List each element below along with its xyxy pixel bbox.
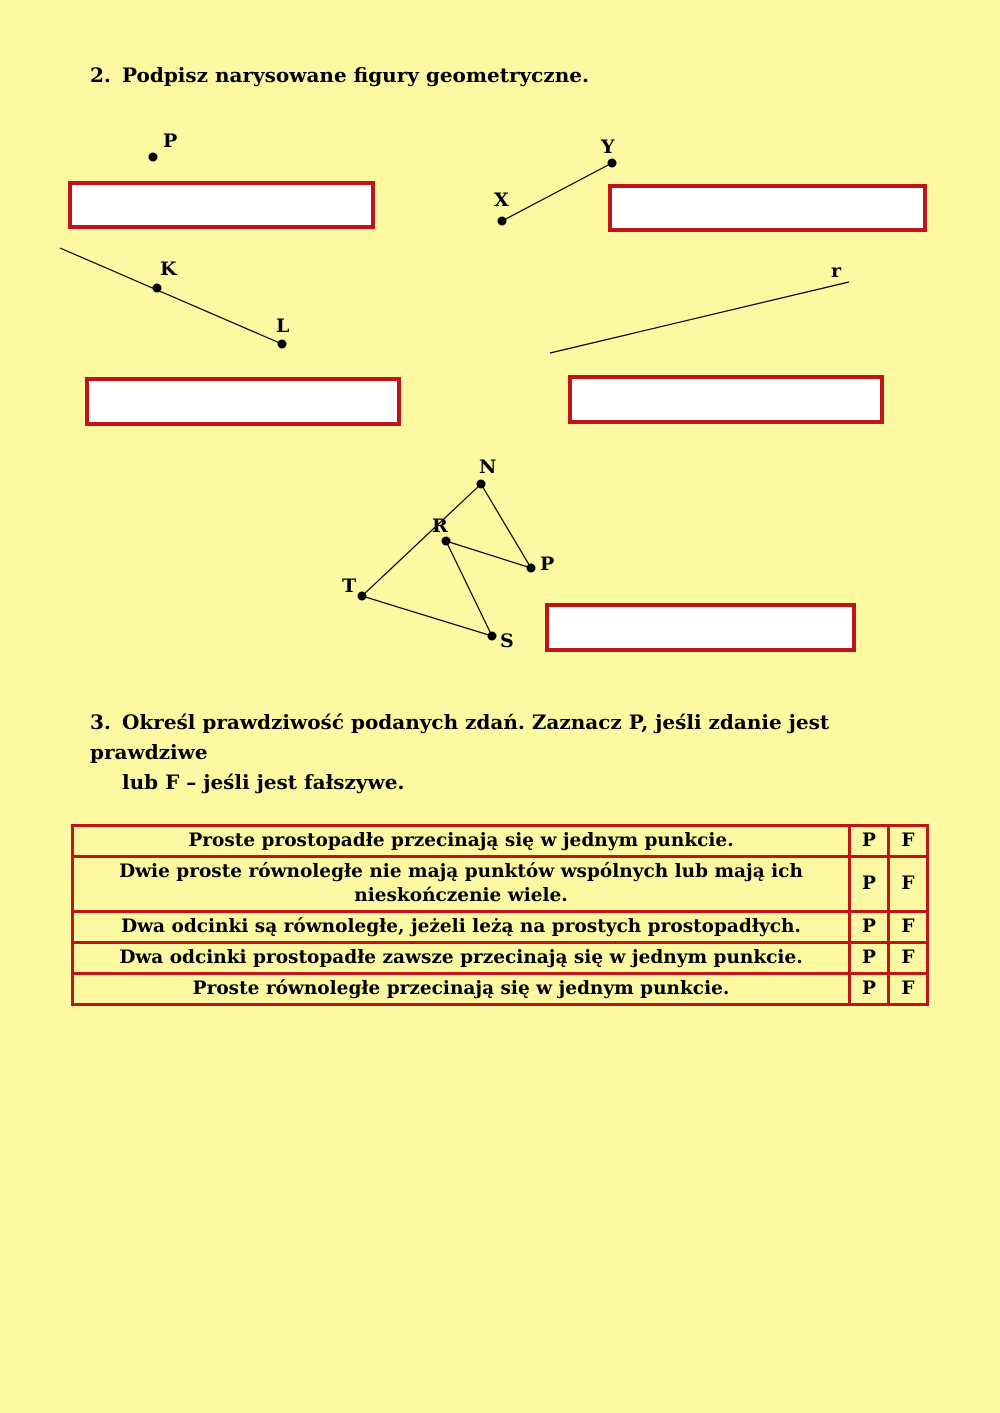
table-row [73,857,928,912]
false-option[interactable]: F [889,826,928,857]
task3-text-line2: lub F – jeśli jest fałszywe. [122,770,405,794]
figure-segment [494,136,617,226]
statement-text: Dwa odcinki są równoległe, jeżeli leżą na prostych prostopadłych. [73,912,850,943]
line-r [550,282,849,353]
broken-label-r: R [432,515,448,537]
segment-label-x: X [494,189,509,211]
broken-point-p [527,564,536,573]
broken-line-path [362,484,531,636]
truth-table [71,824,929,1006]
task2-number: 2. [90,63,111,87]
point-label: P [163,130,178,152]
answer-box-broken-line[interactable] [545,603,856,652]
broken-label-t: T [342,575,357,597]
table-row [73,826,928,857]
false-option[interactable]: F [889,974,928,1005]
ray-point-l [278,340,287,349]
broken-point-n [477,480,486,489]
table-row [73,943,928,974]
false-option[interactable]: F [889,857,928,912]
segment-line [502,163,612,221]
broken-point-t [358,592,367,601]
answer-box-ray[interactable] [85,377,401,426]
figure-point [149,130,178,162]
ray-label-k: K [160,258,177,280]
segment-end-x [498,217,507,226]
statement-text: Proste równoległe przecinają się w jednym punkcie. [73,974,850,1005]
true-option[interactable]: P [850,826,889,857]
line-label-r: r [831,260,842,282]
task3-text-line1: Określ prawdziwość podanych zdań. Zaznacz P, jeśli zdanie jest prawdziwe [90,710,830,764]
true-option[interactable]: P [850,857,889,912]
broken-point-s [488,632,497,641]
segment-end-y [608,159,617,168]
task3-number: 3. [90,710,111,734]
ray-label-l: L [276,315,290,337]
statement-text: Proste prostopadłe przecinają się w jednym punkcie. [73,826,850,857]
segment-label-y: Y [601,136,615,158]
true-option[interactable]: P [850,943,889,974]
geometry-figures [0,0,1000,700]
point-dot [149,153,158,162]
answer-box-point[interactable] [68,181,375,229]
task2-text: Podpisz narysowane figury geometryczne. [122,63,589,87]
broken-label-p: P [540,553,555,575]
ray-point-k [153,284,162,293]
answer-box-segment[interactable] [608,184,927,232]
statement-text: Dwa odcinki prostopadłe zawsze przecinają się w jednym punkcie. [73,943,850,974]
false-option[interactable]: F [889,912,928,943]
statement-text: Dwie proste równoległe nie mają punktów wspólnych lub mają ich nieskończenie wiele. [73,857,850,912]
task3-heading [90,707,950,797]
figure-broken-line [342,456,554,652]
figure-line [550,260,849,353]
true-option[interactable]: P [850,912,889,943]
table-row [73,912,928,943]
broken-label-n: N [479,456,497,478]
answer-box-line[interactable] [568,375,884,424]
broken-point-r [442,537,451,546]
figure-ray [60,248,289,349]
false-option[interactable]: F [889,943,928,974]
true-option[interactable]: P [850,974,889,1005]
table-row [73,974,928,1005]
broken-label-s: S [500,630,514,652]
